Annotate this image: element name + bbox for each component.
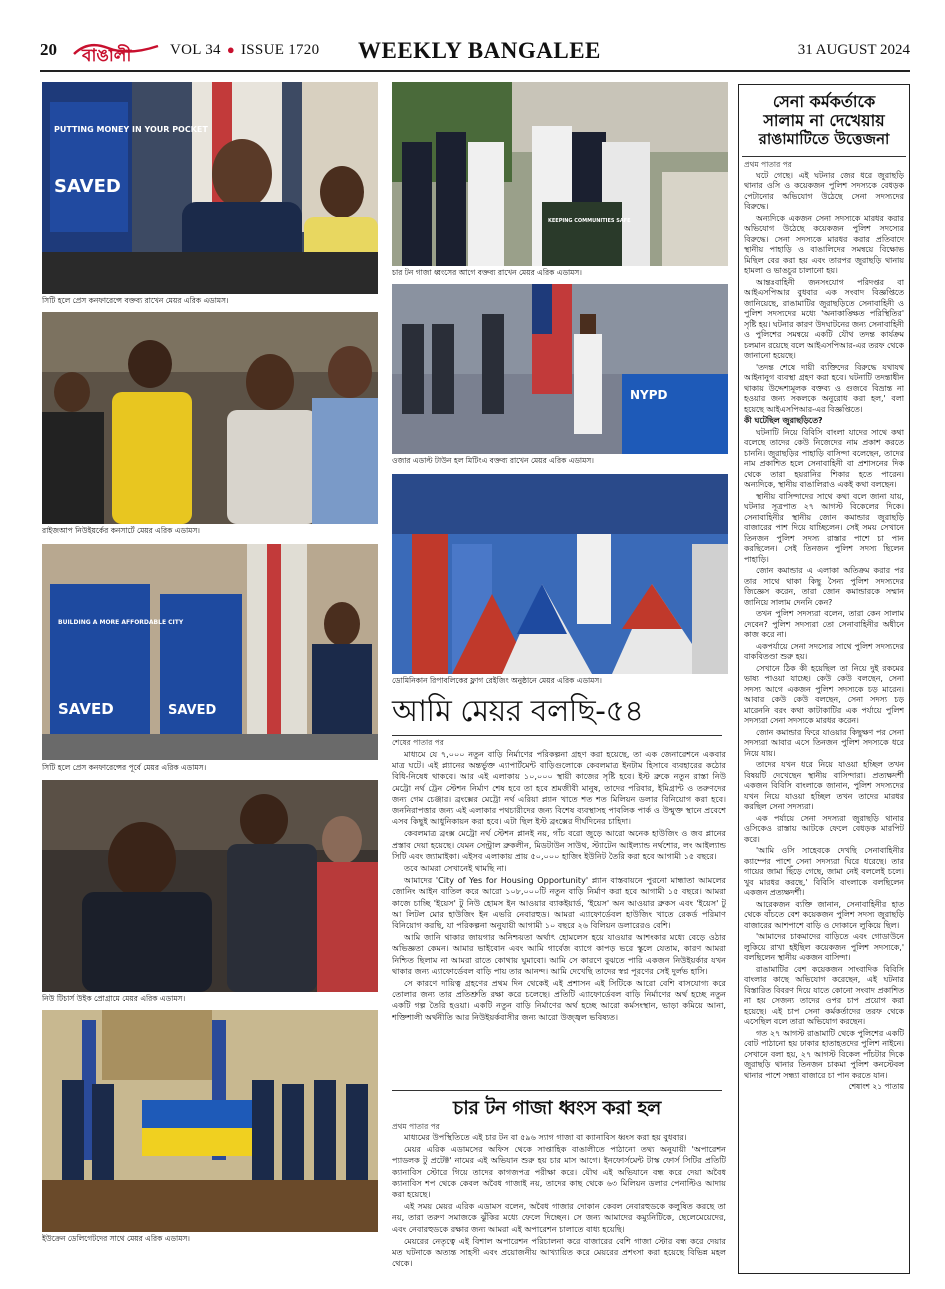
svg-text:SAVED: SAVED — [54, 176, 121, 197]
issue-info — [170, 42, 319, 59]
paragraph: মাধ্যমে যে ৭,০০০ নতুন বাড়ি নির্মাণের পরিকল্পনা গ্রহণ করা হয়েছে, তা এক জেনারেশনে একবার মাত্র ঘটে। এই প্ল্যানের অন্তর্ভুক্ত এ্যাপার্টমেন্ট বাড়িগুলোকে কেবলমাত্র ইনটাম হিসাবে ব্যবহারের কঠোর বিধি-নিষেধ থাকবে। আর এই এলাকায় ১০,০০০ স্থায়ী কাজের সৃষ্টি হবে। ইস্ট ব্রুকে নতুন রাস্তা নিউ মেট্রো নর্থ ট্রেন স্টেশন নির্মাণ শেষ হবে তা হবে শ্রমজীবী মানুষ, তাদের পরিবার, ইমিগ্রান্ট ও তরুণদের জন্য গেম চেঞ্জার। ব্রংক্সের মেট্রো নর্থ এরিয়া প্ল্যান খাতে শত শত মিলিয়ন ডলার বিনিয়োগ করা হবে। জননিরাপত্তার জন্য এই এলাকার পথচারীদের জন্য বিশেষ ব্যবস্থাসহ পাবলিক পার্ক ও উন্মুক্ত স্থানে প্রবেশে এসব কিছুই আধুনিকায়ন করা হবে। এটা ছিল ইস্ট ব্রংক্সের দীর্ঘদিনের চাহিদা। — [392, 749, 726, 827]
headline-line: সেনা কর্মকর্তাকে — [772, 92, 876, 111]
paragraph: 'আমি ওসি সাহেবকে দেখছি সেনাবাহিনীর ক্যাম্পের পাশে সেনা সদস্যরা ঘিরে ধরেছে। তার গায়ের জামা ছিঁড়ে গেছে, জামা নেই বললেই চলে। খুব মারধর করছে,' বিবিসি বাংলাকে বলছিলেন একজন প্রত্যক্ষদর্শী। — [744, 846, 904, 897]
paragraph: মাধ্যমের উপস্থিতিতে এই চার টন বা ৫৯৬ স্যাগ গাজা বা ক্যানাবিস ধ্বংস করা হয় বুধবার। — [404, 1132, 687, 1142]
paragraph: জোন কমান্ডার ফিরে যাওয়ার কিছুক্ষণ পর সেনা সদস্যরা আবার এসে তিনজন পুলিশ সদস্যকে ধরে নিয়ে যায়। — [744, 727, 904, 758]
photo-caption: নিউ টিচার্স উইক প্রোগ্রামে মেয়র এরিক এডামস। — [42, 994, 186, 1003]
paragraph: তবে আমরা সেখানেই থামছি না। — [404, 863, 507, 874]
svg-text:NYPD: NYPD — [630, 388, 668, 402]
svg-text:PUTTING MONEY IN YOUR POCKET: PUTTING MONEY IN YOUR POCKET — [54, 125, 208, 134]
paragraph: আমি জানি থাকার জায়গার অনিশ্চয়তা অর্থাৎ হোমলেস হয়ে যাওয়ার আশংকার মধ্যে বেড়ে ওঠার অভিজ্ঞতা কেমন। আমার ভাইবোন এবং আমি গার্বেজ ব্যাগে কাপড় ভরে স্কুলে যেতাম, কারণ আমরা নিশ্চিত ছিলাম না আমরা রাতে কোথায় ঘুমাবো। আমি সে কারণে বুঝতে পারি একজন নিউইয়র্কার যখন থাকার জন্য এ্যাফোর্ডেবল বাড়ি পায় তার আনন্দ। আমি দেখেছি তাদের স্বপ্ন পূরণের সেই দুর্লভ হাসি। — [392, 932, 726, 976]
newspaper-logo — [68, 36, 166, 66]
svg-text:SAVED: SAVED — [58, 700, 114, 718]
svg-text:KEEPING COMMUNITIES SAFE: KEEPING COMMUNITIES SAFE — [548, 218, 631, 224]
main-article-body — [392, 749, 726, 1087]
paragraph: 'তদন্ত শেষে দায়ী ব্যক্তিদের বিরুদ্ধে যথাযথ আইনানুগ ব্যবস্থা গ্রহণ করা হবে। ঘটনাটি তদন্তাধীন থাকায় উদ্দেশ্যমূলক বক্তব্য ও গুজবে বিভ্রান্ত না হওয়ার জন্য সকলকে অনুরোধ করা হল,' বলা হয়েছে আইএসপিআর-এর বিজ্ঞপ্তিতে। — [744, 362, 904, 414]
paragraph: এক পর্যায়ে সেনা সদস্যরা জুরাছড়ি থানার ওসিকেও রাস্তায় আটকে ফেলে বেধড়ক মারপিট করে। — [744, 813, 904, 844]
ganja-article-headline: চার টন গাজা ধ্বংস করা হল — [453, 1097, 661, 1119]
continued-note: প্রথম পাতার পর — [744, 160, 792, 169]
paragraph: কেবলমাত্র ব্রংক্স মেট্রো নর্থ স্টেশন প্লানই নয়, গাঁচ বরো জুড়ে আরো অনেক হাউজিং ও জব প্লানের প্রস্তাব দেয়া হয়েছে। যেমন সেন্ট্রাল ব্রুকলীন, মিডটাউন সাউথ, স্ট্যাটেন আইল্যান্ড নর্থশোর, লং আইল্যান্ড সিটি এবং জ্যামাইকা। এইসব এলাকায় প্রায় ৫০,০০০ হাজিং ইউনিট তৈরি করা হবে আগামী ১৫ বছরে। — [392, 828, 726, 861]
svg-text:BUILDING A MORE AFFORDABLE CIT: BUILDING A MORE AFFORDABLE CITY — [58, 619, 184, 626]
paragraph: সেখানে ঠিক কী হয়েছিল তা নিয়ে দুই রকমের ভাষ্য পাওয়া যাচ্ছে। কেউ কেউ বলছেন, সেনা সদস্য আগে একজন পুলিশ সদস্যকে চড় মারেন। আবার কেউ কেউ বলছেন, সেনা সদস্য চড় মারেননি বরং কথা কাটাকাটির এক পর্যায়ে পুলিশ সদস্যরা সেনা সদস্যকে মারধর করেন। — [744, 663, 904, 725]
paragraph: ঘটনাটি নিয়ে বিবিসি বাংলা যাদের সাথে কথা বলেছে তাদের কেউ নিজেদের নাম প্রকাশ করতে চাননি। জুরাছড়ির পাহাড়ি বাসিন্দা বলেছেন, তাদের নাম প্রকাশিত হলে সেনাবাহিনী বা প্রশাসনের দিক থেকে তারা হয়রানির শিকার হতে পারেন। অন্যদিকে, স্থানীয় বাঙালিরাও একই কথা বলছেন। — [744, 427, 904, 489]
continued-end-note: শেষাংশ ২১ পাতায় — [848, 1082, 904, 1091]
paragraph: আরেকজন ব্যক্তি জানান, সেনাবাহিনীর হাত থেকে বাঁচতে বেশ কয়েকজন পুলিশ সদস্য জুরাছড়ি বাজারের আশপাশে বাড়ি ও দোকানে লুকিয়ে ছিল। — [744, 899, 904, 930]
issue-date: 31 AUGUST 2024 — [797, 42, 910, 58]
paragraph: মেয়র এরিক এডামসের অফিস থেকে সাপ্তাহিক বাঙালীতে পাঠানো তথ্য অনুযায়ী 'অপারেশন প্যাডলক টু প্রটেক্ট' নামের এই অভিযান শুরু হয় চার মাস আগে। ইনফোর্সমেন্ট টাস্ক ফোর্স সিটির প্রতিটি ক্যানাবিস স্টোরে গিয়ে তাদের কাগজপত্র পরীক্ষা করে। যৌথ এই অভিযানে বন্ধ করে দেয়া অবৈধ ক্যানাবিস শপ থেকে কেবল অবৈধ গাজাই নয়, তাদের কাছ থেকে ৬৩ মিলিয়ন ডলার পেনাল্টিও আদায় করা হয়েছে। — [392, 1144, 726, 1200]
main-article-headline: আমি মেয়র বলছি-৫৪ — [392, 694, 644, 729]
photo-caption: ডোমিনিকান রিপাবলিকের ফ্লাগ রেইজিং অনুষ্ঠানে মেয়র এরিক এডামস। — [392, 676, 602, 685]
photo-caption: রাইজআপ নিউইয়র্কের কনসার্টে মেয়র এরিক এডামস। — [42, 526, 200, 535]
svg-text:SAVED: SAVED — [168, 703, 217, 718]
paragraph: আমাদের 'City of Yes for Housing Opportunity' প্ল্যান বাস্তবায়নে পুরনো মান্ধাতা আমলের জোনিং আইন বাতিল করে আরো ১০৮,০০০টি নতুন বাড়ি নির্মাণ করা হবে আগামী ১৫ বছরে। আমরা কাজে চাচ্ছি 'ইয়েস' টু নিউ হোমস ইন আওয়ার ব্যাকইয়ার্ড, 'ইয়েস' অন আওয়ার ব্রুকস এবং 'ইয়েস' টু আ লিটল মোর হাউজিং ইন এভরি নেবারহুড। আমরা এ্যাফোর্ডেবল হাউজিং খাতে রেকর্ড পরিমাণ বিনিয়োগ করছি, যা পরিকল্পনা অনুযায়ী আগামী ১০ বছরে ২৬ বিলিয়ন ডলারেরও বেশি। — [392, 875, 726, 931]
subheading: কী ঘটেছিল জুরাছড়িতে? — [744, 416, 823, 425]
photo-city-hall — [42, 544, 378, 760]
paragraph: স্থানীয় বাসিন্দাদের সাথে কথা বলে জানা যায়, ঘটনার সূত্রপাত ২৭ আগস্ট বিকেলের দিকে। সেনাবাহিনীর স্থানীয় জোন কমান্ডার জুরাছড়ি বাজারের পাশ দিয়ে যাচ্ছিলেন। সেই সময় সেখানে তিনজন পুলিশ সদস্য রাস্তার পাশে চা পান করছিলেন। সেই তিনজন পুলিশ সদস্য ছিলেন পাহাড়ি। — [744, 491, 904, 564]
headline-line: সালাম না দেখেয়ায় — [763, 111, 885, 130]
headline-rule — [392, 735, 722, 736]
headline-rule — [742, 156, 906, 157]
paragraph: সে কারণে দায়িত্ব গ্রহণের প্রথম দিন থেকেই এই প্রশাসন এই সিটিকে আরো বেশি বাসযোগ্য করে তোলার জন্য তার প্রতিশ্রুতি রক্ষা করে চলেছে। প্রতিটি এ্যাফোর্ডেবল বাড়ি নির্মাণের অর্থ হচ্ছে নতুন একটি গল্প তৈরি হওয়া। একটি নতুন বাড়ি নির্মাণের অর্থ হচ্ছে আরো কর্মসংস্থান, ভাড়া কমিয়ে আনা, শক্তিশালী অর্থনীতি আর নিউইয়র্কবাসীর জন্য আরো উজ্জ্বল ভবিষ্যত। — [392, 978, 726, 1022]
photo-caption: সিটি হলে প্রেস কনফারেন্সে বক্তব্য রাখেন মেয়র এরিক এডামস। — [42, 296, 229, 305]
paragraph: তখন পুলিশ সদস্যরা বলেন, তারা কেন সালাম দেবেন? পুলিশ সদস্যরা তো সেনাবাহিনীর অধীনে কাজ করে না। — [744, 609, 904, 639]
paragraph: 'আমাদের চাকমাদের বাড়িতে এবং গোডাউনে লুকিয়ে রাখা হইছিল কয়েকজন পুলিশ সদস্যকে,' বলছিলেন স্থানীয় একজন বাসিন্দা। — [744, 932, 904, 962]
right-article-headline — [742, 92, 906, 149]
ganja-article-body — [392, 1132, 726, 1274]
paragraph: অন্যদিকে একজন সেনা সদস্যকে মারধর করার অভিযোগ উঠেছে কয়েকজন পুলিশ সদস্যের বিরুদ্ধে। সেনা সদস্যকে মারধর করার প্রতিবাদে স্থানীয় পাহাড়ি ও বাঙালিদের সমন্বয়ে বিক্ষোভ মিছিল বের করা হয় এবং তারপর জুরাছড়ি থানায় হামলা ও ভাঙচুর চালানো হয়। — [744, 213, 904, 275]
paragraph: তাদের যখন ধরে নিয়ে যাওয়া হচ্ছিল তখন বিষয়টি দেখেছেন স্থানীয় বাসিন্দারা। প্রত্যক্ষদর্শী একজন বিবিসি বাংলাকে জানান, পুলিশ সদস্যদের যখন নিয়ে যাওয়া হচ্ছিল তখন তাদের মারধর করছিল সেনা সদস্যরা। — [744, 760, 904, 811]
page-number: 20 — [40, 40, 57, 59]
paragraph: ঘটে গেছে। এই ঘটনার জের ধরে জুরাছড়ি থানার ওসি ও কয়েকজন পুলিশ সদস্যকে বেধড়ক পেটানোর অভিযোগ উঠেছে সেনা সদস্যদের বিরুদ্ধে। — [744, 170, 904, 211]
photo-concert — [42, 312, 378, 524]
masthead: WEEKLY BANGALEE — [358, 38, 601, 63]
issue: ISSUE 1720 — [240, 42, 320, 58]
photo-caption: ইউক্রেন ডেলিগেটদের সাথে মেয়র এরিক এডামস। — [42, 1234, 190, 1243]
header-rule — [40, 70, 910, 72]
photo-caption: চার টন গাজা ধ্বংসের আগে বক্তব্য রাখেন মেয়র এরিক এডামস। — [392, 268, 582, 277]
paragraph: এই সময় মেয়র এরিক এডামস বলেন, অবৈধ গাজার দোকান কেবল নেবারহুডকে কলুষিত করছে তা নয়, তারা তরুণ সমাজকে ঝুঁকির মধ্যে ফেলে দিচ্ছেন। সে জন্য আমাদের কম্যুনিটিকে, ছেলেমেয়েদের, এবং নেবারহুডকে রক্ষার জন্য আমরা এই অপারেশন চালাতে বাধ্য হয়েছি। — [392, 1201, 726, 1234]
photo-caption: ওজার এডাল্ট টাউন হল মিটিংএ বক্তব্য রাখেন মেয়র এরিক এডামস। — [392, 456, 594, 465]
volume: VOL 34 — [170, 42, 221, 58]
paragraph: আন্তঃবাহিনী জনসংযোগ পরিদপ্তর বা আইএসপিআর বুধবার এক সংবাদ বিজ্ঞপ্তিতে জানিয়েছে, রাঙামাটির জুরাছড়িতে সেনাবাহিনী ও পুলিশ সদস্যদের মধ্যে 'অনাকাঙ্ক্ষিত পরিস্থিতির' সৃষ্টি হয়। ঘটনার কারণ উদঘাটনের জন্য সেনাবাহিনী ও পুলিশের সমন্বয়ে একটি যৌথ তদন্ত কার্যক্রম চলমান রয়েছে বলে আইএসপিআর-এর তরফ থেকে জানানো হয়েছে। — [744, 277, 904, 360]
photo-town-hall — [392, 284, 728, 454]
paragraph: মেয়রের নেতৃত্বে এই বিশাল অপারেশন পরিচালনা করে বাজারের বেশি গাজা স্টোর বন্ধ করে দেয়ার মত ঘটনাকে অত্যন্ত সাহসী এবং প্রয়োজনীয় আখ্যায়িত করে মেয়রের প্রশংসা করা হয়েছে বিভিন্ন মহল থেকে। — [392, 1235, 726, 1269]
photo-ukraine-delegates — [42, 1010, 378, 1232]
paragraph: রাঙামাটির বেশ কয়েকজন সাংবাদিক বিবিসি বাংলার কাছে অভিযোগ করেছেন, এই ঘটনার বিস্তারিত বিবরণ দিয়ে যাতে কোনো সংবাদ প্রকাশিত না হয় সেজন্য তাদের ওপর চাপ প্রয়োগ করা হয়েছে। এই চাপ সেনা কর্মকর্তাদের তরফ থেকে এসেছিল বলে তারা অভিযোগ করছেন। — [744, 964, 904, 1026]
paragraph: গত ২৭ আগস্ট রাঙামাটি থেকে পুলিশের একটি বোট পাঠানো হয় ঢাকার হাতাহতদের পুলিশ নাইনে। সেখানে বলা হয়, ২৭ আগস্ট বিকেল পাঁচটার দিকে জুরাছড়ি থানার তিনজন চাকমা পুলিশ কনস্টেবল থানার পাশে সন্ধ্যা বাজারে চা পান করতে যান। — [744, 1028, 904, 1080]
headline-line: রাঙামাটিতে উত্তেজনা — [758, 130, 890, 148]
paragraph: জোন কমান্ডার এ এলাকা অতিক্রম করার পর তার সাথে থাকা কিছু সৈন্য পুলিশ সদস্যদের জিজ্ঞেস করেন, তারা জোন কমান্ডারকে সম্মান জানিয়ে সালাম দেননি কেন? — [744, 566, 904, 607]
logo-text: বাঙালী — [82, 46, 132, 66]
continued-note: প্রথম পাতার পর — [392, 1122, 440, 1131]
photo-ganja-destruction — [392, 82, 728, 266]
right-article-body — [744, 160, 904, 1270]
photo-press-conference — [42, 82, 378, 294]
photo-dominican-flag — [392, 474, 728, 674]
continued-note: শেষের পাতার পর — [392, 738, 444, 747]
photo-caption: সিটি হলে প্রেস কনফারেন্সের পূর্বে মেয়র এরিক এডামস। — [42, 763, 207, 772]
paragraph: একপর্যায়ে সেনা সদস্যের সাথে পুলিশ সদস্যদের বাকবিতণ্ডা শুরু হয়। — [744, 641, 904, 661]
photo-teachers-week — [42, 780, 378, 992]
section-rule — [392, 1090, 722, 1091]
page-header — [40, 36, 910, 68]
bullet-icon: ● — [226, 42, 235, 57]
